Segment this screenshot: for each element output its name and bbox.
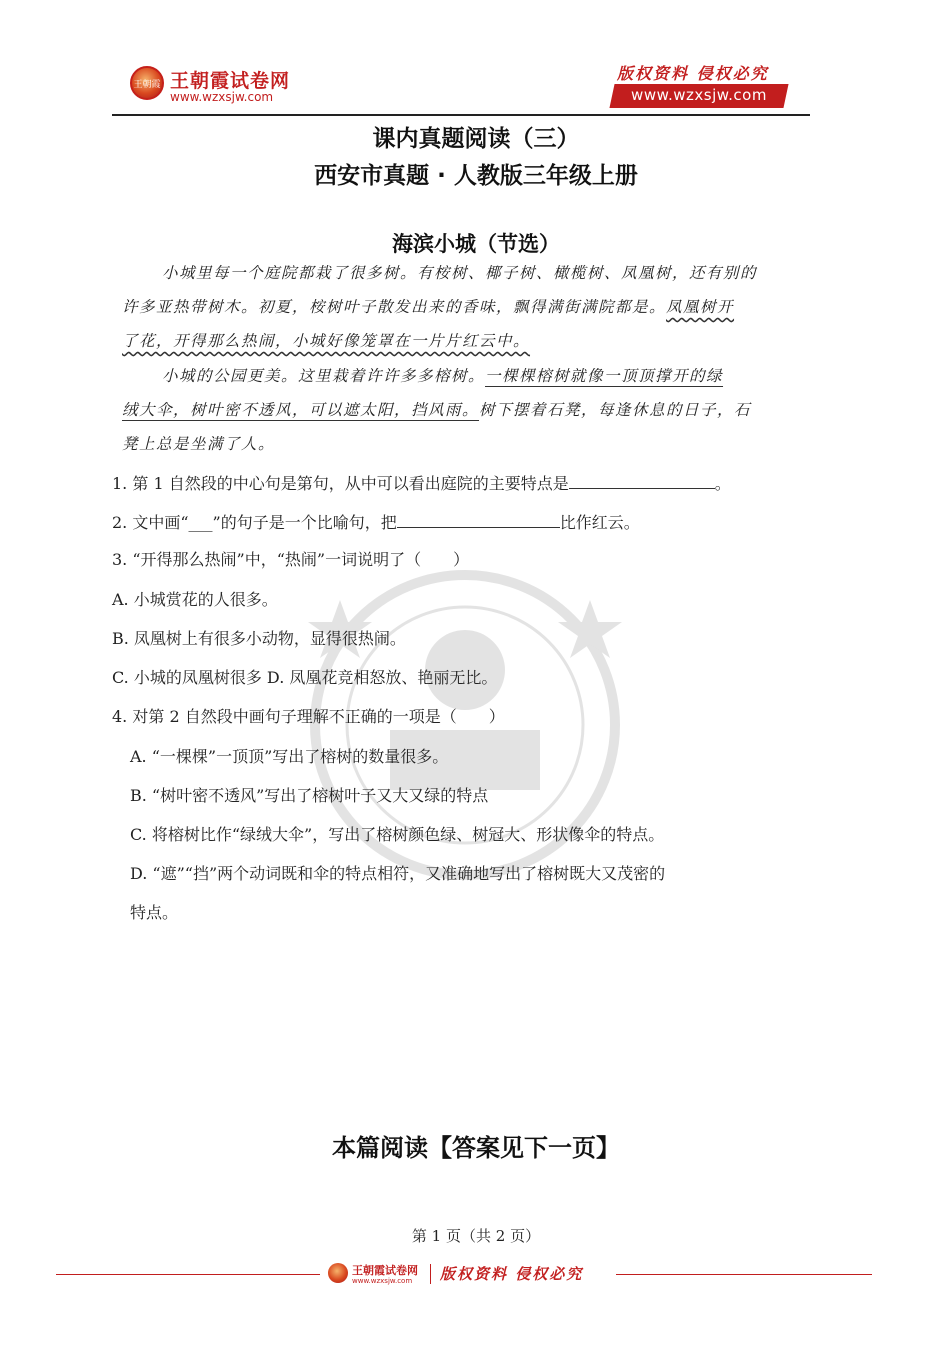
question-4-option-d-cont: 特点。: [130, 903, 179, 922]
question-1: [112, 470, 824, 496]
passage-p1-line3: [122, 324, 812, 358]
brand-url: www.wzxsjw.com: [170, 90, 274, 104]
underlined-sentence: 绒大伞，树叶密不透风，可以遮太阳，挡风雨。: [122, 401, 480, 419]
question-text: 2. 文中画“___”的句子是一个比喻句，把: [112, 513, 397, 532]
main-title: 课内真题阅读（三）: [372, 126, 580, 152]
passage-p2-line1: [122, 359, 812, 393]
sub-title: 西安市真题 · 人教版三年级上册: [314, 163, 638, 189]
question-3-option-cd: C. 小城的凤凰树很多 D. 凤凰花竞相怒放、艳丽无比。: [112, 668, 498, 687]
question-3-option-b: B. 凤凰树上有很多小动物，显得很热闹。: [112, 629, 406, 648]
passage-p1-line1: 小城里每一个庭院都栽了很多树。有桉树、椰子树、橄榄树、凤凰树，还有别的: [162, 264, 758, 282]
passage-text: 树下摆着石凳，每逢休息的日子，石: [479, 401, 752, 419]
question-text: 比作红云。: [559, 513, 640, 532]
wavy-underlined-sentence: 了花，开得那么热闹，小城好像笼罩在一片片红云中。: [122, 332, 531, 350]
brand-name: 王朝霞试卷网: [170, 70, 291, 92]
answer-blank[interactable]: [569, 470, 715, 489]
question-3: 3. “开得那么热闹”中，“热闹”一词说明了（ ）: [112, 550, 470, 569]
page-number: 第 1 页（共 2 页）: [411, 1227, 541, 1245]
passage-p1-line2: [122, 290, 812, 324]
question-4-option-b: B. “树叶密不透风”写出了榕树叶子又大又绿的特点: [130, 786, 489, 805]
footer-copyright: 版权资料 侵权必究: [440, 1265, 584, 1283]
passage-p2-line3: 凳上总是坐满了人。: [122, 435, 276, 453]
footer-line-right: [616, 1274, 872, 1275]
passage-text: 许多亚热带树木。初夏，桉树叶子散发出来的香味，飘得满街满院都是。: [122, 298, 667, 316]
passage-text: 小城的公园更美。这里栽着许许多多榕树。: [162, 367, 486, 385]
answer-blank[interactable]: [397, 509, 560, 528]
logo-badge-text: 王朝霞: [133, 80, 161, 90]
question-4: 4. 对第 2 自然段中画句子理解不正确的一项是（ ）: [112, 707, 505, 726]
question-2: [112, 509, 824, 535]
question-text: 。: [714, 474, 731, 493]
question-4-option-d: D. “遮”“挡”两个动词既和伞的特点相符，又准确地写出了榕树既大又茂密的: [130, 864, 666, 883]
copyright-notice: 版权资料 侵权必究: [617, 64, 769, 83]
answer-note: 本篇阅读【答案见下一页】: [332, 1134, 620, 1162]
logo-badge-icon: [130, 66, 164, 100]
passage-p2-line2: [122, 393, 812, 427]
header-divider: [112, 114, 810, 116]
footer-brand-url: www.wzxsjw.com: [352, 1277, 413, 1285]
passage-title: 海滨小城（节选）: [392, 232, 560, 256]
question-text: 1. 第 1 自然段的中心句是第句，从中可以看出庭院的主要特点是: [112, 474, 569, 493]
url-banner-text: www.wzxsjw.com: [631, 86, 767, 104]
footer-line-left: [56, 1274, 320, 1275]
footer-brand-name: 王朝霞试卷网: [352, 1264, 418, 1277]
question-4-option-a: A. “一棵棵”一顶顶”写出了榕树的数量很多。: [130, 747, 449, 766]
underlined-sentence: 一棵棵榕树就像一顶顶撑开的绿: [485, 367, 724, 385]
question-4-option-c: C. 将榕树比作“绿绒大伞”，写出了榕树颜色绿、树冠大、形状像伞的特点。: [130, 825, 665, 844]
footer-logo-icon: [328, 1263, 348, 1283]
question-3-option-a: A. 小城赏花的人很多。: [112, 590, 278, 609]
footer-separator: [430, 1264, 431, 1284]
wavy-underlined-sentence: 凤凰树开: [666, 298, 735, 316]
